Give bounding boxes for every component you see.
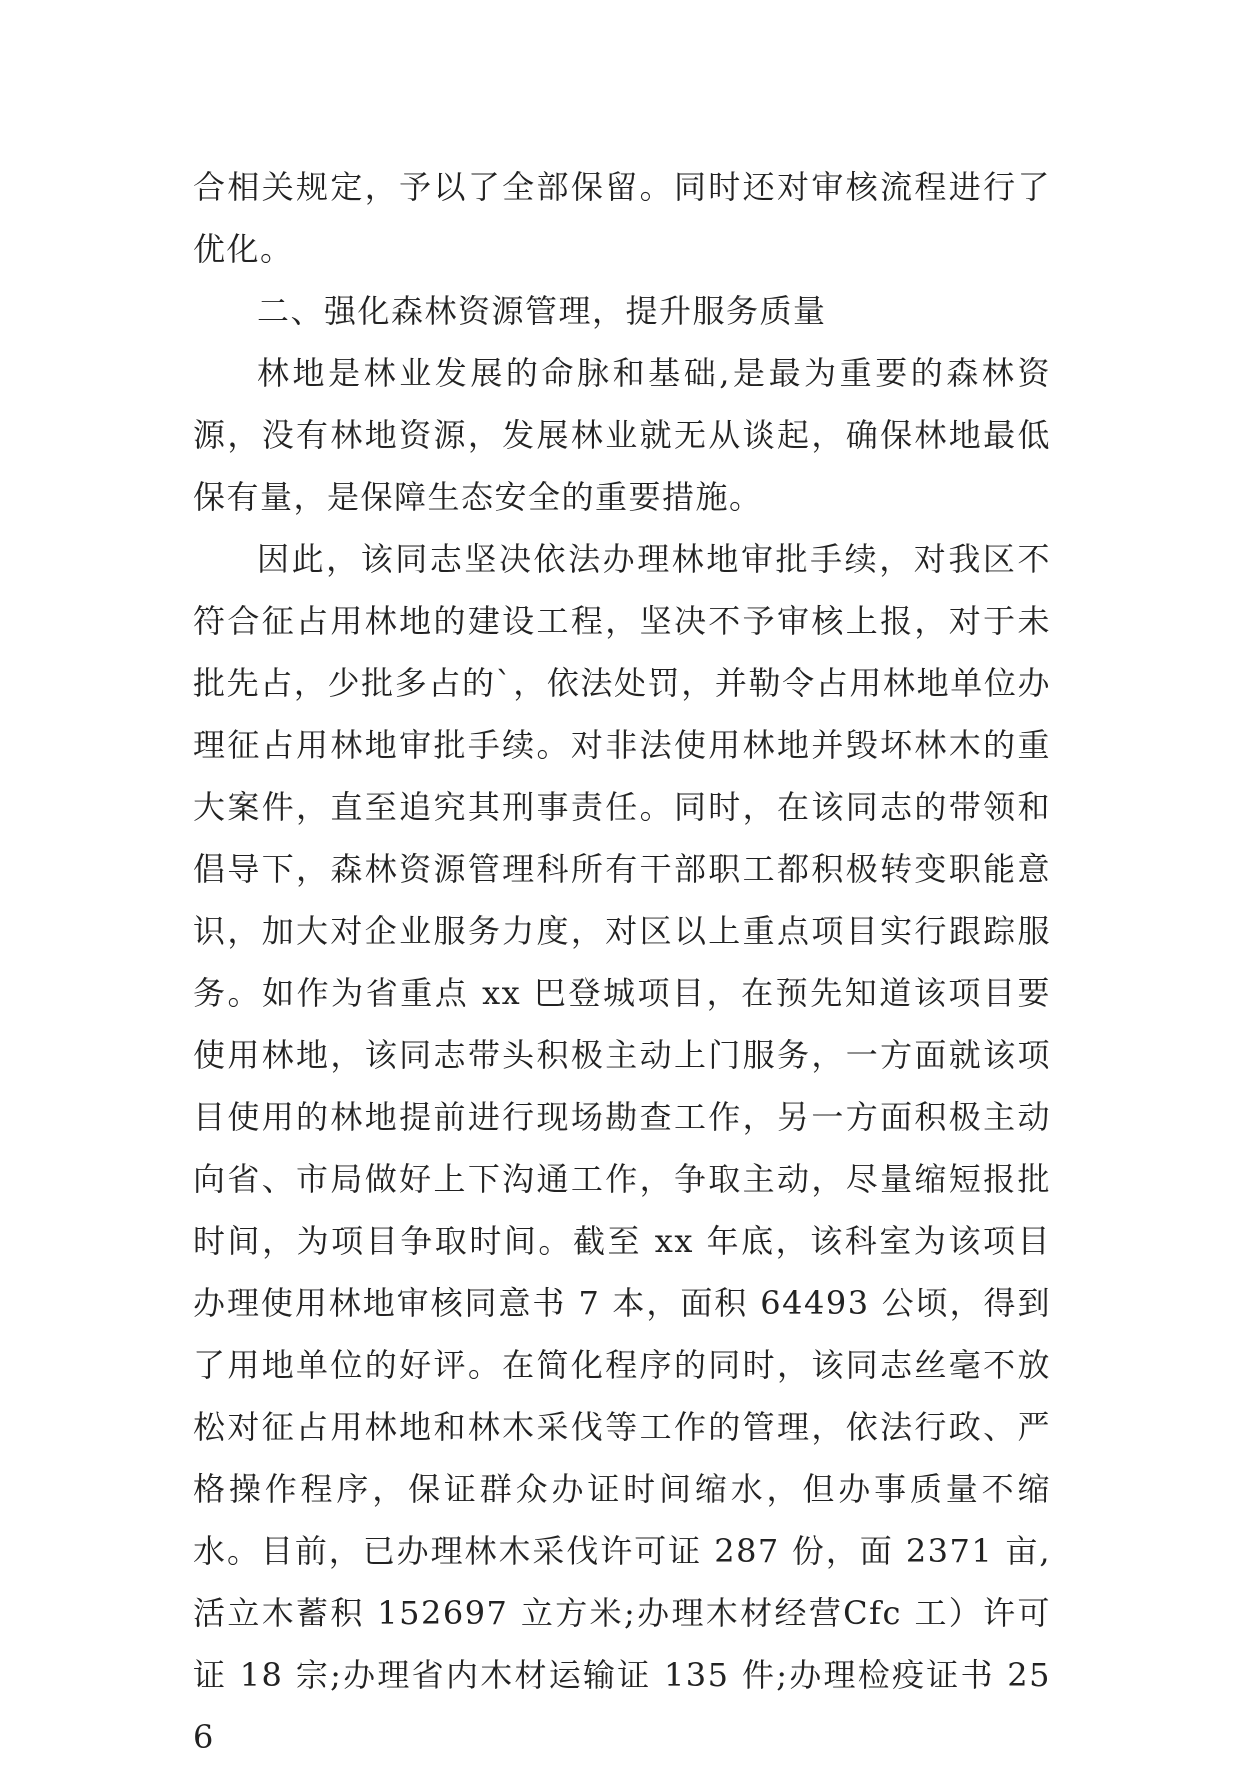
document-body	[193, 156, 1051, 1768]
paragraph-continuation: 合相关规定，予以了全部保留。同时还对审核流程进行了优化。	[193, 168, 1051, 268]
paragraph-forest-land: 林地是林业发展的命脉和基础,是最为重要的森林资源，没有林地资源，发展林业就无从谈起，确保林地最低保有量，是保障生态安全的重要措施。	[193, 354, 1051, 516]
section-heading: 二、强化森林资源管理，提升服务质量	[257, 292, 827, 330]
paragraph-approval-work: 因此，该同志坚决依法办理林地审批手续，对我区不符合征占用林地的建设工程，坚决不予审核上报，对于未批先占，少批多占的`，依法处罚，并勒令占用林地单位办理征占用林地审批手续。对非法使用林地并毁坏林木的重大案件，直至追究其刑事责任。同时，在该同志的带领和倡导下，森林资源管理科所有干部职工都积极转变职能意识，加大对企业服务力度，对区以上重点项目实行跟踪服务。如作为省重点 xx 巴登城项目，在预先知道该项目要使用林地，该同志带头积极主动上门服务，一方面就该项目使用的林地提前进行现场勘查工作，另一方面积极主动向省、市局做好上下沟通工作，争取主动，尽量缩短报批时间，为项目争取时间。截至 xx 年底，该科室为该项目办理使用林地审核同意书 7 本，面积 64493 公顷，得到了用地单位的好评。在简化程序的同时，该同志丝毫不放松对征占用林地和林木采伐等工作的管理，依法行政、严格操作程序，保证群众办证时间缩水，但办事质量不缩水。目前，已办理林木采伐许可证 287 份，面 2371 亩,活立木蓄积 152697 立方米;办理木材经营Cfc 工）许可证 18 宗;办理省内木材运输证 135 件;办理检疫证书 256	[193, 540, 1051, 1756]
